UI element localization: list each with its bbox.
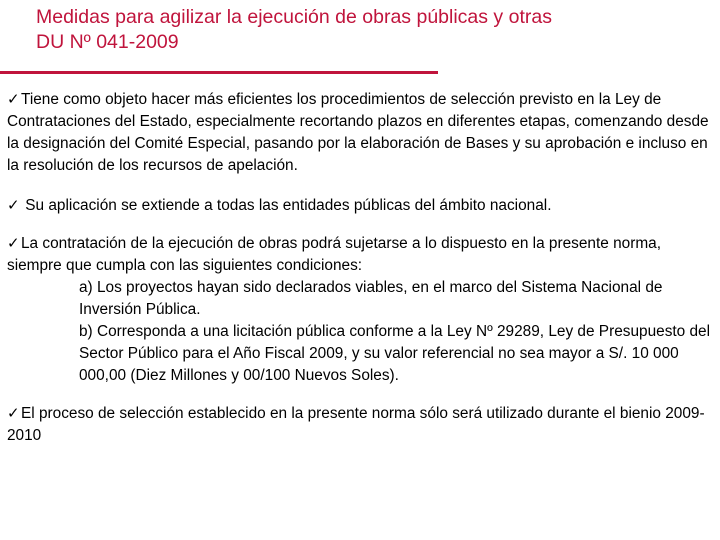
- bullet-item: [7, 402, 715, 447]
- bullet-item: [7, 88, 715, 177]
- sub-item: a) Los proyectos hayan sido declarados viables, en el marco del Sistema Nacional de Inversión Pública.: [79, 279, 663, 318]
- check-mark-icon: ✓: [7, 404, 20, 422]
- sub-item: b) Corresponda a una licitación pública conforme a la Ley Nº 29289, Ley de Presupuesto del Sector Público para el Año Fiscal 2009, y su valor referencial no sea mayor a S/. 10 000 000,00 (Diez Millones y 00/100 Nuevos Soles).: [79, 323, 711, 384]
- bullet-text: Su aplicación se extiende a todas las entidades públicas del ámbito nacional.: [21, 197, 552, 214]
- bullet-item: [7, 232, 715, 387]
- slide-title: [36, 5, 720, 55]
- bullet-text: La contratación de la ejecución de obras podrá sujetarse a lo dispuesto en la presente norma, siempre que cumpla con las siguientes condiciones:: [7, 235, 661, 274]
- check-mark-icon: ✓: [7, 90, 20, 108]
- bullet-item: [7, 194, 715, 217]
- bullet-text: Tiene como objeto hacer más eficientes los procedimientos de selección previsto en la Ley de Contrataciones del Estado, especialmente recortando plazos en diferentes etapas, comenzando desde la designación del Comité Especial, pasando por la elaboración de Bases y su aprobación e incluso en la resolución de los recursos de apelación.: [7, 91, 709, 174]
- bullet-text: El proceso de selección establecido en la presente norma sólo será utilizado durante el bienio 2009-2010: [7, 405, 705, 444]
- title-line-2: DU Nº 041-2009: [36, 31, 179, 53]
- title-underline: [0, 71, 438, 74]
- check-mark-icon: ✓: [7, 196, 20, 214]
- title-line-1: Medidas para agilizar la ejecución de obras públicas y otras: [36, 6, 552, 28]
- slide-content: [7, 88, 715, 464]
- check-mark-icon: ✓: [7, 234, 20, 252]
